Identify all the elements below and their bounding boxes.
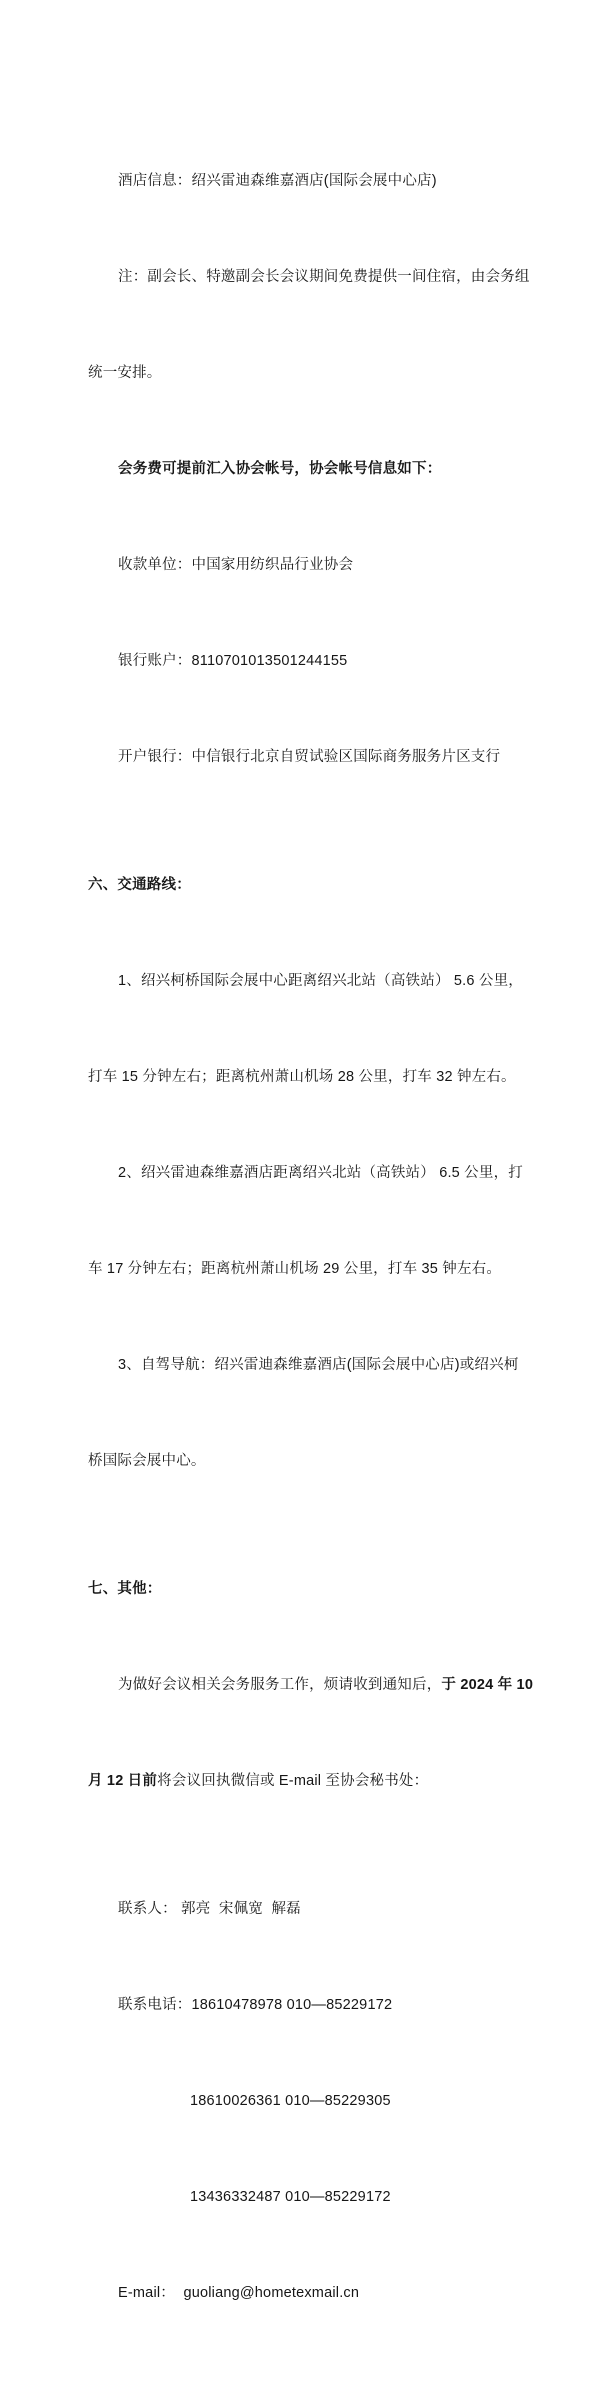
fee-notice-line: 会务费可提前汇入协会帐号，协会帐号信息如下： <box>118 461 442 477</box>
note-line-2: 统一安排。 <box>88 365 162 381</box>
hotel-info-line: 酒店信息：绍兴雷迪森维嘉酒店(国际会展中心店) <box>118 173 437 189</box>
contact-persons-line: 联系人： 郭亮 宋佩宽 解磊 <box>118 1901 301 1917</box>
other-line-2-normal: 将会议回执微信或 E-mail 至协会秘书处： <box>157 1773 429 1789</box>
payee-name-line: 收款单位：中国家用纺织品行业协会 <box>118 557 354 573</box>
route-1-line-2: 打车 15 分钟左右；距离杭州萧山机场 28 公里，打车 32 钟左右。 <box>88 1069 516 1085</box>
section-7-heading: 七、其他： <box>88 1581 162 1597</box>
route-2-line-2: 车 17 分钟左右；距离杭州萧山机场 29 公里，打车 35 钟左右。 <box>88 1261 502 1277</box>
route-2-line-1: 2、绍兴雷迪森维嘉酒店距离绍兴北站（高铁站） 6.5 公里，打 <box>118 1165 523 1181</box>
route-1-line-1: 1、绍兴柯桥国际会展中心距离绍兴北站（高铁站） 5.6 公里， <box>118 973 523 989</box>
phone-line-2: 18610026361 010—85229305 <box>190 2093 391 2109</box>
bank-branch-line: 开户银行：中信银行北京自贸试验区国际商务服务片区支行 <box>118 749 501 765</box>
phone-line-1: 联系电话：18610478978 010—85229172 <box>118 1997 393 2013</box>
other-line-1-normal: 为做好会议相关会务服务工作，烦请收到通知后， <box>118 1677 442 1693</box>
email-line: E-mail： guoliang@hometexmail.cn <box>118 2285 360 2301</box>
section-6-heading: 六、交通路线： <box>88 877 191 893</box>
document-body <box>88 69 534 2405</box>
route-3-line-2: 桥国际会展中心。 <box>88 1453 206 1469</box>
other-line-1-bold: 于 2024 年 10 <box>441 1677 534 1693</box>
route-3-line-1: 3、自驾导航：绍兴雷迪森维嘉酒店(国际会展中心店)或绍兴柯 <box>118 1357 519 1373</box>
phone-line-3: 13436332487 010—85229172 <box>190 2189 391 2205</box>
bank-account-line: 银行账户：8110701013501244155 <box>118 653 348 669</box>
other-line-2 <box>88 1765 524 1797</box>
other-line-1 <box>88 1669 534 1701</box>
other-line-2-bold: 月 12 日前 <box>88 1773 158 1789</box>
note-line-1: 注：副会长、特邀副会长会议期间免费提供一间住宿，由会务组 <box>118 269 530 285</box>
